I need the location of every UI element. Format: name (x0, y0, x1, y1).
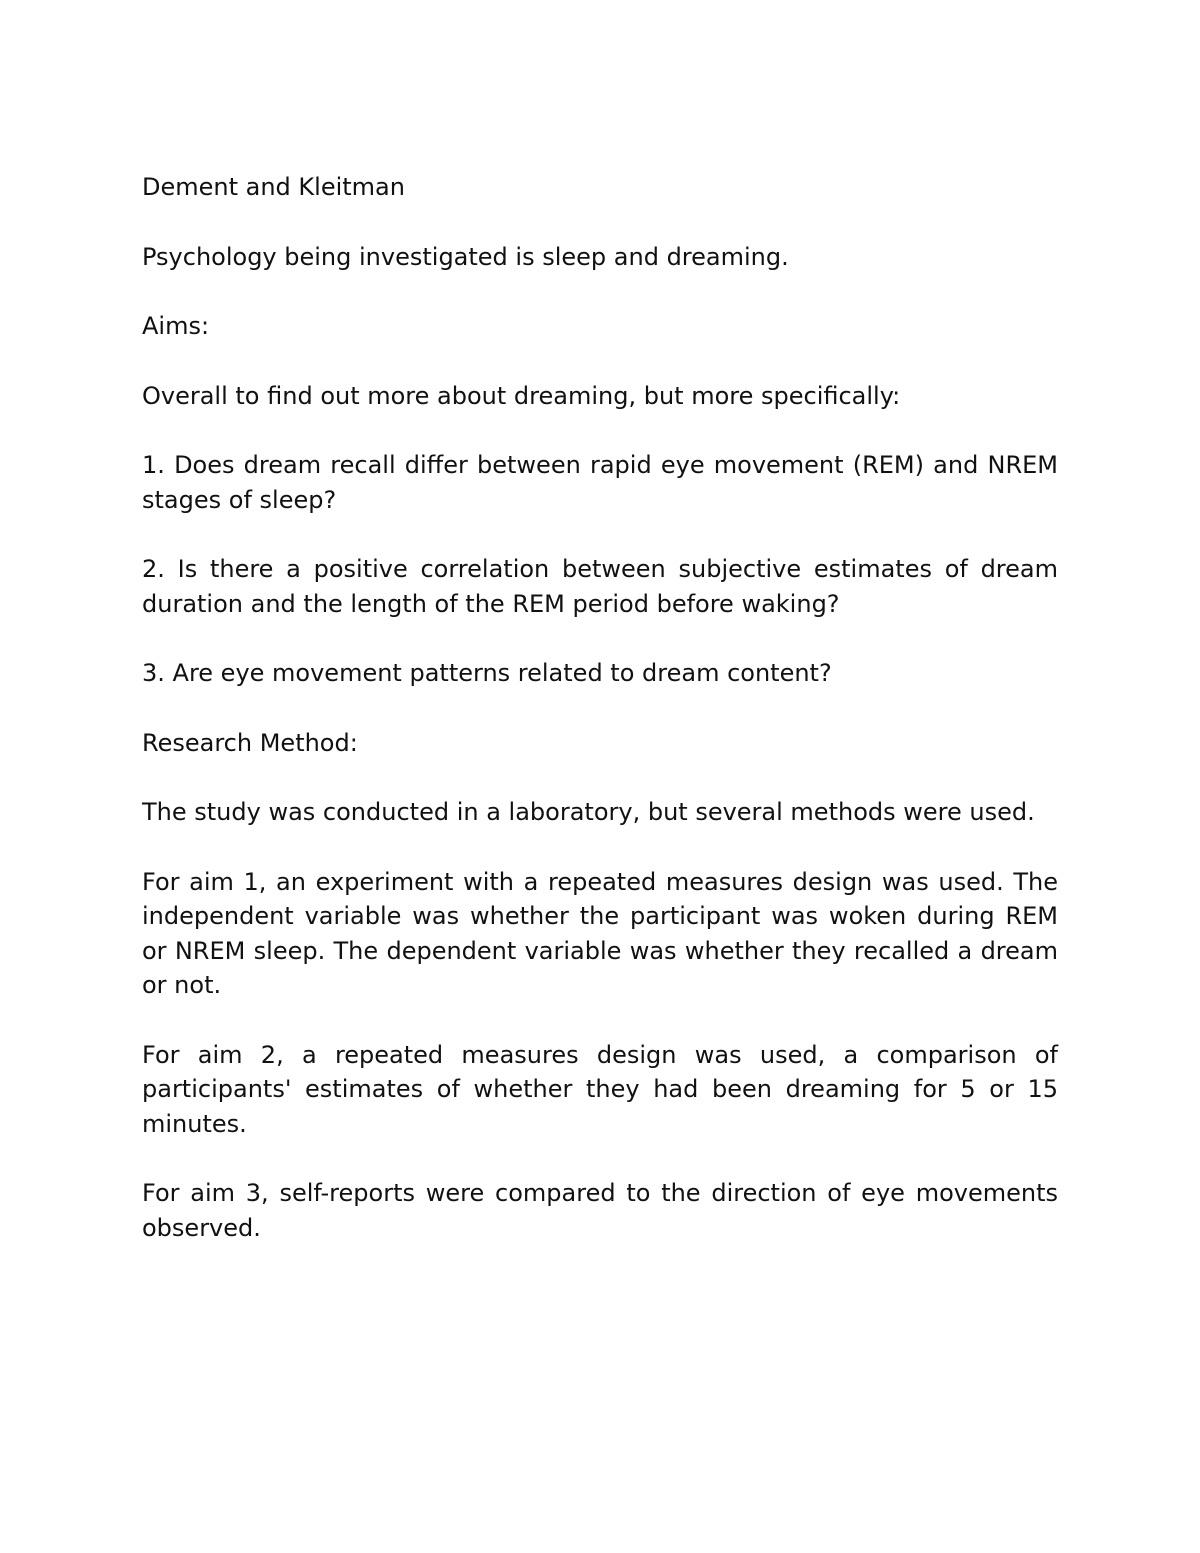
method-paragraph-aim-1: For aim 1, an experiment with a repeated measures design was used. The independent variable was whether the participant was woken during REM or NREM sleep. The dependent variable was whether they recalled a dream or not. (142, 867, 1058, 999)
intro-paragraph: Psychology being investigated is sleep and dreaming. (142, 242, 789, 271)
method-paragraph-aim-3: For aim 3, self-reports were compared to the direction of eye movements observed. (142, 1179, 1058, 1242)
aims-overall-paragraph: Overall to find out more about dreaming, but more specifically: (142, 381, 901, 410)
aims-heading: Aims: (142, 312, 210, 340)
method-paragraph-aim-2: For aim 2, a repeated measures design was used, a comparison of participants' estimates of whether they had been dreaming for 5 or 15 minutes. (142, 1040, 1058, 1138)
aim-item-2: 2. Is there a positive correlation between subjective estimates of dream duration and the length of the REM period before waking? (142, 555, 1058, 618)
document-title: Dement and Kleitman (142, 173, 405, 201)
aim-item-3: 3. Are eye movement patterns related to dream content? (142, 659, 832, 687)
method-paragraph: The study was conducted in a laboratory, but several methods were used. (142, 798, 1035, 826)
method-heading: Research Method: (142, 728, 358, 757)
aim-item-1: 1. Does dream recall differ between rapid eye movement (REM) and NREM stages of sleep? (142, 451, 1058, 514)
document-body (142, 170, 1058, 1280)
